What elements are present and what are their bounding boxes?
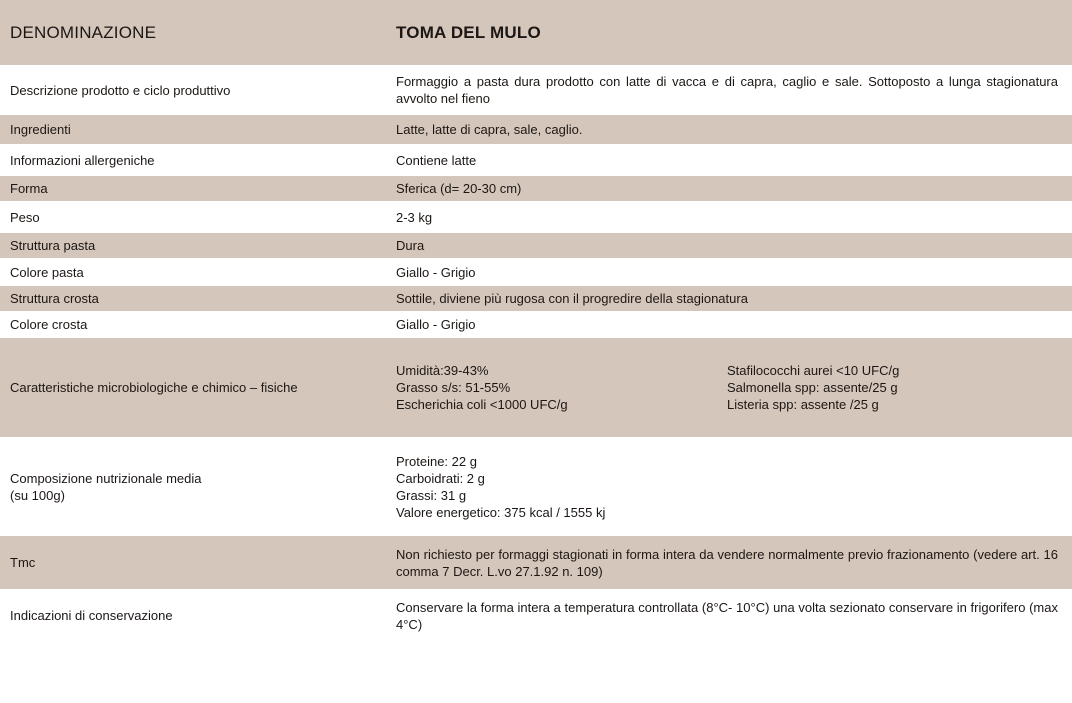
nutrition-item: Valore energetico: 375 kcal / 1555 kj	[396, 504, 606, 520]
row-value: Contiene latte	[386, 145, 1072, 176]
row-label: Colore pasta	[0, 259, 386, 286]
row-label: Indicazioni di conservazione	[0, 590, 386, 642]
row-value: Sferica (d= 20-30 cm)	[386, 176, 1072, 202]
table-row	[0, 312, 1072, 338]
row-value: Latte, latte di capra, sale, caglio.	[386, 115, 1072, 145]
table-row	[0, 338, 1072, 438]
table-row	[0, 233, 1072, 259]
row-value: Sottile, diviene più rugosa con il progredire della stagionatura	[386, 286, 1072, 312]
micro-item: Umidità:39-43%	[396, 363, 489, 378]
row-label: Ingredienti	[0, 115, 386, 145]
row-label: Peso	[0, 202, 386, 233]
table-row	[0, 438, 1072, 536]
table-row	[0, 590, 1072, 642]
nutrition-item: Grassi: 31 g	[396, 487, 467, 503]
micro-item: Escherichia coli <1000 UFC/g	[396, 397, 568, 412]
nutrition-item: Carboidrati: 2 g	[396, 470, 485, 486]
table-row	[0, 202, 1072, 233]
row-value: Dura	[386, 233, 1072, 259]
row-label-line: (su 100g)	[10, 487, 65, 503]
microbiological-column-right	[727, 362, 1058, 413]
row-value: Giallo - Grigio	[386, 259, 1072, 286]
row-label: Struttura crosta	[0, 286, 386, 312]
product-name: TOMA DEL MULO	[386, 0, 1072, 66]
row-label: Forma	[0, 176, 386, 202]
row-value: Conservare la forma intera a temperatura controllata (8°C- 10°C) una volta sezionato conservare in frigorifero (max 4°C)	[386, 590, 1072, 642]
row-label	[0, 438, 386, 536]
micro-item: Listeria spp: assente /25 g	[727, 397, 879, 412]
row-value: Formaggio a pasta dura prodotto con latte di vacca e di capra, caglio e sale. Sottoposto a lunga stagionatura avvolto nel fieno	[386, 66, 1072, 115]
micro-item: Salmonella spp: assente/25 g	[727, 380, 898, 395]
table-row	[0, 66, 1072, 115]
row-value	[386, 338, 1072, 438]
row-label: Tmc	[0, 536, 386, 590]
table-row	[0, 286, 1072, 312]
row-label: Colore crosta	[0, 312, 386, 338]
table-row	[0, 176, 1072, 202]
row-label: Struttura pasta	[0, 233, 386, 259]
row-value: Non richiesto per formaggi stagionati in forma intera da vendere normalmente previo frazionamento (vedere art. 16 comma 7 Decr. L.vo 27.1.92 n. 109)	[386, 536, 1072, 590]
table-row	[0, 145, 1072, 176]
table-row	[0, 115, 1072, 145]
row-value: Giallo - Grigio	[386, 312, 1072, 338]
table-row	[0, 259, 1072, 286]
row-label: Descrizione prodotto e ciclo produttivo	[0, 66, 386, 115]
row-label: Caratteristiche microbiologiche e chimico – fisiche	[0, 338, 386, 438]
microbiological-values	[396, 362, 1058, 413]
header-row	[0, 0, 1072, 66]
row-value	[386, 438, 1072, 536]
microbiological-column-left	[396, 362, 727, 413]
table-row	[0, 536, 1072, 590]
nutrition-item: Proteine: 22 g	[396, 453, 477, 469]
row-value: 2-3 kg	[386, 202, 1072, 233]
row-label-line: Composizione nutrizionale media	[10, 470, 202, 486]
micro-item: Stafilococchi aurei <10 UFC/g	[727, 363, 900, 378]
row-label: Informazioni allergeniche	[0, 145, 386, 176]
micro-item: Grasso s/s: 51-55%	[396, 380, 511, 395]
header-label: DENOMINAZIONE	[0, 0, 386, 66]
